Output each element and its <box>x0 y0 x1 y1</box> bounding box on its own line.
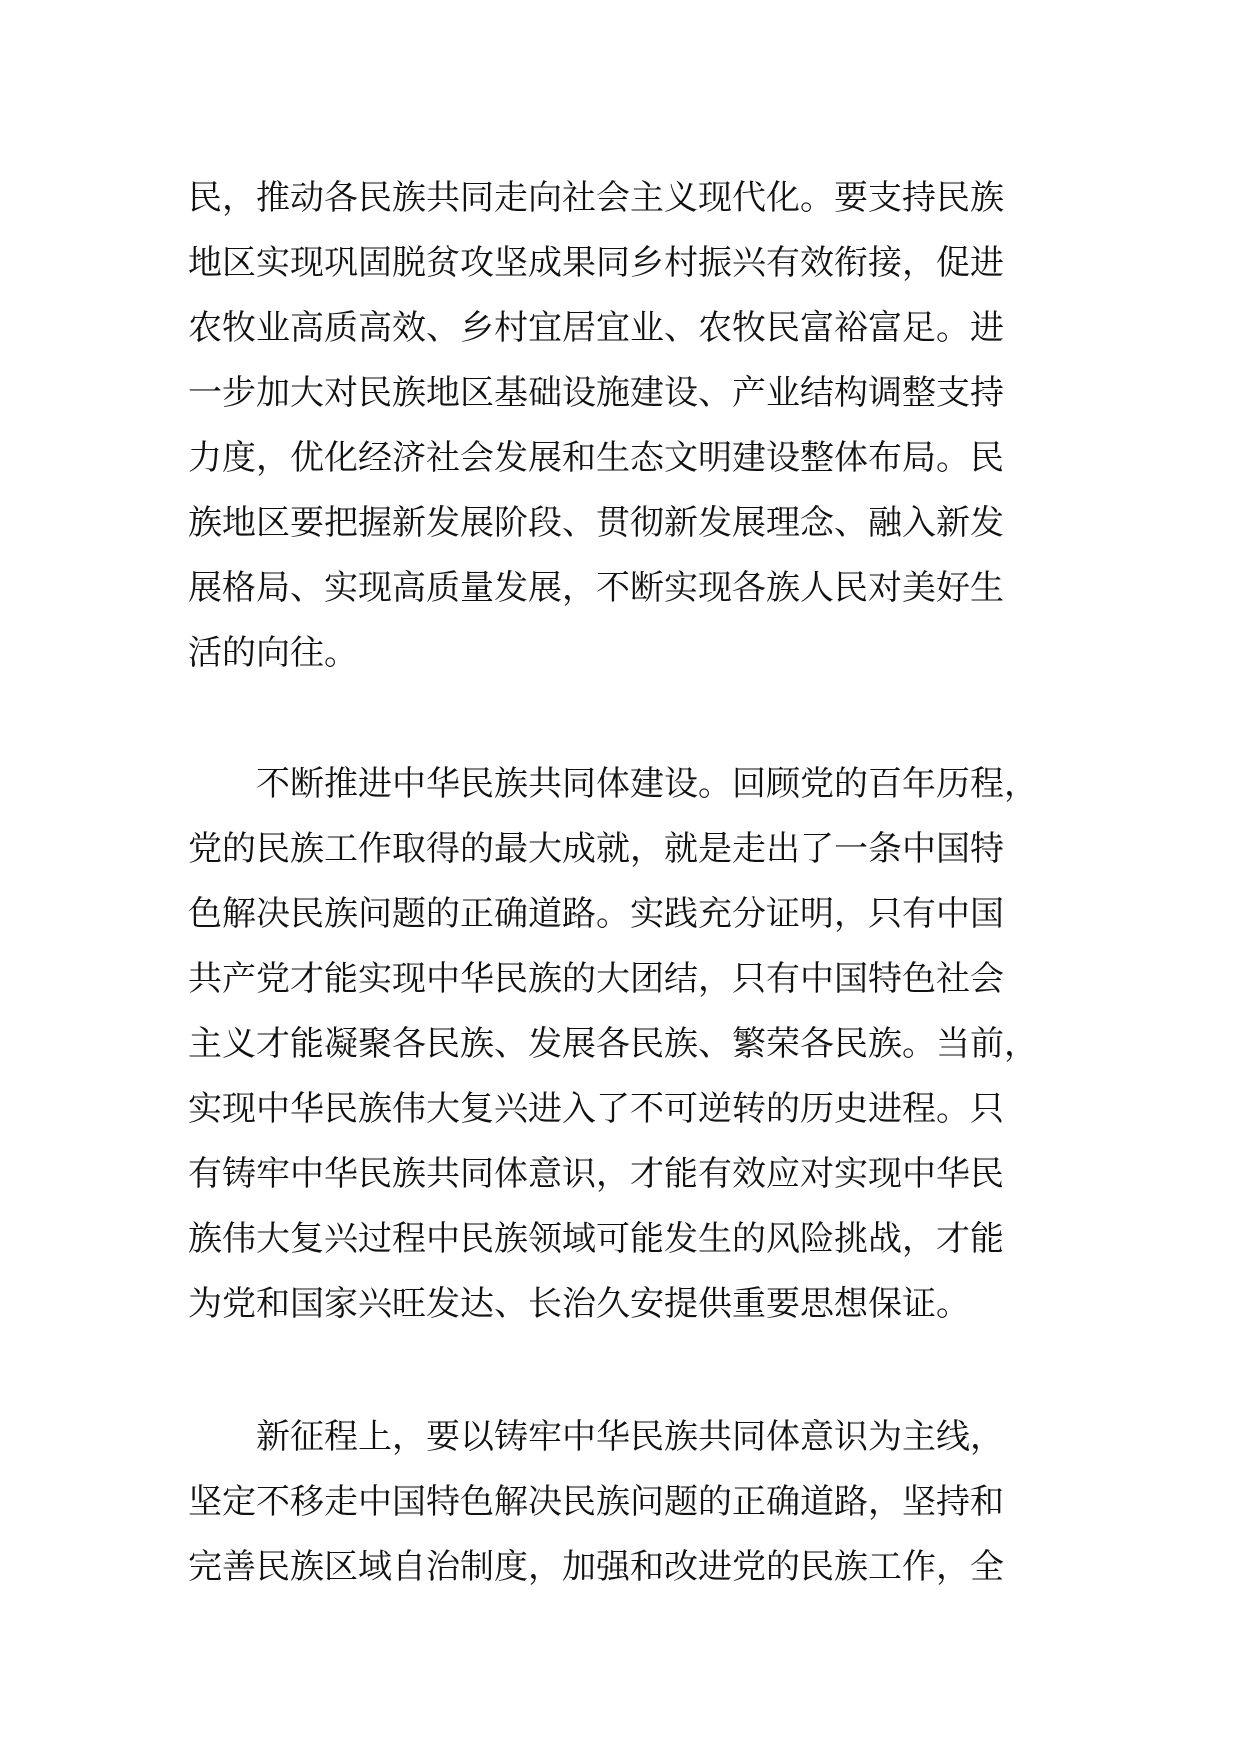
paragraph-3 <box>188 1405 1078 1600</box>
text-line: 展格局、实现高质量发展，不断实现各族人民对美好生 <box>188 568 1004 608</box>
text-line: 民，推动各民族共同走向社会主义现代化。要支持民族 <box>188 178 1004 218</box>
text-line: 实现中华民族伟大复兴进入了不可逆转的历史进程。只 <box>188 1089 1004 1129</box>
text-line: 主义才能凝聚各民族、发展各民族、繁荣各民族。当前， <box>188 1024 1038 1064</box>
text-line: 活的向往。 <box>188 633 358 673</box>
text-line: 农牧业高质高效、乡村宜居宜业、农牧民富裕富足。进 <box>188 308 1004 348</box>
text-line: 坚定不移走中国特色解决民族问题的正确道路，坚持和 <box>188 1482 1004 1522</box>
text-line: 一步加大对民族地区基础设施建设、产业结构调整支持 <box>188 373 1004 413</box>
text-line: 新征程上，要以铸牢中华民族共同体意识为主线， <box>188 1417 1004 1457</box>
text-line: 共产党才能实现中华民族的大团结，只有中国特色社会 <box>188 959 1004 999</box>
text-line: 党的民族工作取得的最大成就，就是走出了一条中国特 <box>188 829 1004 869</box>
text-line: 族地区要把握新发展阶段、贯彻新发展理念、融入新发 <box>188 503 1004 543</box>
text-line: 色解决民族问题的正确道路。实践充分证明，只有中国 <box>188 894 1004 934</box>
text-line: 族伟大复兴过程中民族领域可能发生的风险挑战，才能 <box>188 1219 1004 1259</box>
text-line: 完善民族区域自治制度，加强和改进党的民族工作，全 <box>188 1547 1004 1587</box>
text-line: 不断推进中华民族共同体建设。回顾党的百年历程， <box>188 764 1038 804</box>
text-line: 力度，优化经济社会发展和生态文明建设整体布局。民 <box>188 438 1004 478</box>
text-line: 地区实现巩固脱贫攻坚成果同乡村振兴有效衔接，促进 <box>188 243 1004 283</box>
paragraph-1 <box>188 166 1078 686</box>
text-line: 有铸牢中华民族共同体意识，才能有效应对实现中华民 <box>188 1154 1004 1194</box>
text-line: 为党和国家兴旺发达、长治久安提供重要思想保证。 <box>188 1284 970 1324</box>
paragraph-2 <box>188 752 1078 1337</box>
